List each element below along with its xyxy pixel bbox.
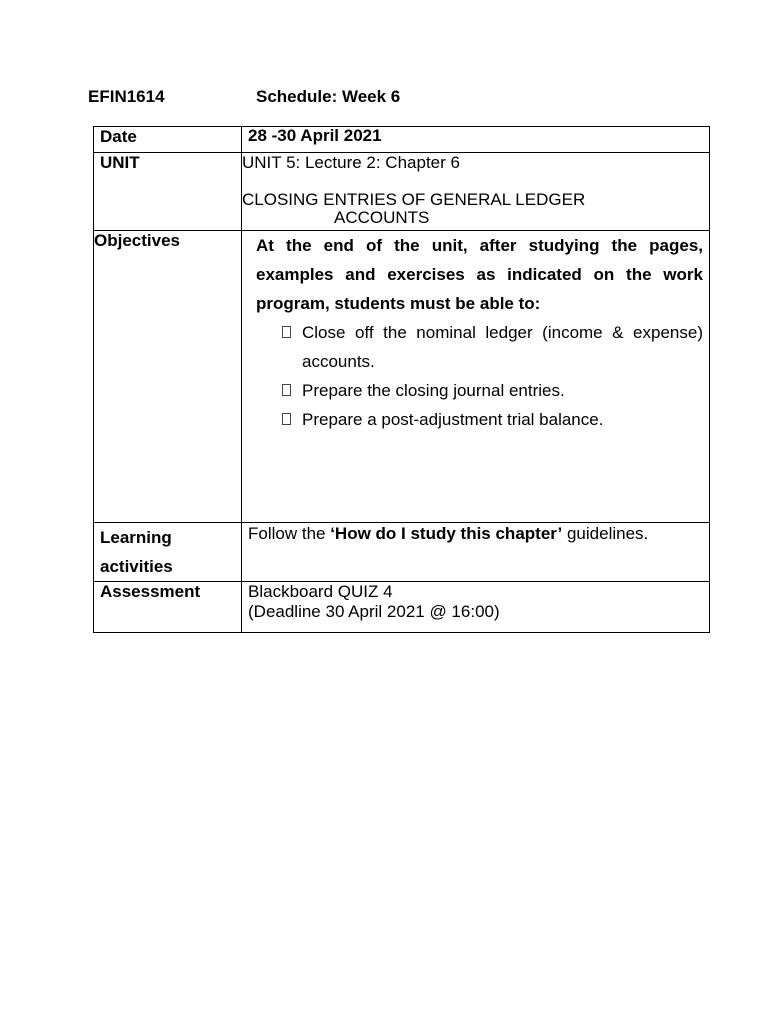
- checkbox-bullet-icon: [282, 413, 291, 425]
- objectives-intro-line3: program, students must be able to:: [256, 294, 541, 313]
- assessment-text: [242, 582, 709, 622]
- unit-label: UNIT: [100, 153, 140, 172]
- objective-text: Prepare a post-adjustment trial balance.: [302, 410, 604, 429]
- date-value: 28 -30 April 2021: [248, 126, 382, 145]
- checkbox-bullet-icon: [282, 384, 291, 396]
- learning-label: [94, 523, 241, 581]
- assessment-quiz: Blackboard QUIZ 4: [248, 582, 393, 601]
- course-code: EFIN1614: [88, 87, 165, 106]
- objective-text: Close off the nominal ledger (income & expense): [302, 323, 703, 342]
- objectives-intro-line2: examples and exercises as indicated on the work: [256, 265, 703, 284]
- learning-emphasis: ‘How do I study this chapter’: [330, 524, 563, 543]
- objectives-label: Objectives: [94, 231, 180, 250]
- objectives-list: [242, 318, 709, 434]
- objective-text-cont: accounts.: [302, 352, 375, 371]
- unit-title-line1: CLOSING ENTRIES OF GENERAL LEDGER: [242, 190, 586, 209]
- schedule-heading: Schedule: Week 6: [256, 87, 401, 106]
- unit-title: [242, 191, 709, 227]
- assessment-deadline: (Deadline 30 April 2021 @ 16:00): [248, 602, 500, 621]
- date-label: Date: [100, 127, 137, 146]
- objectives-row: [94, 231, 710, 523]
- learning-pre: Follow the: [248, 524, 331, 543]
- learning-label-line1: Learning: [100, 528, 172, 547]
- learning-text: [242, 523, 709, 545]
- objective-item: [282, 405, 703, 434]
- assessment-row: [94, 582, 710, 633]
- unit-lecture: UNIT 5: Lecture 2: Chapter 6: [242, 153, 460, 172]
- objectives-intro-line1: At the end of the unit, after studying the pages,: [256, 236, 703, 255]
- objective-item: [282, 376, 703, 405]
- learning-post: guidelines.: [562, 524, 649, 543]
- date-row: [94, 127, 710, 153]
- learning-activities-row: [94, 523, 710, 582]
- schedule-table: [93, 126, 710, 633]
- objective-item: [282, 318, 703, 376]
- assessment-label: Assessment: [100, 582, 201, 601]
- unit-row: [94, 153, 710, 231]
- objectives-intro: [256, 231, 703, 318]
- unit-title-line2: ACCOUNTS: [334, 208, 430, 227]
- learning-label-line2: activities: [100, 557, 173, 576]
- checkbox-bullet-icon: [282, 326, 291, 338]
- objective-text: Prepare the closing journal entries.: [302, 381, 565, 400]
